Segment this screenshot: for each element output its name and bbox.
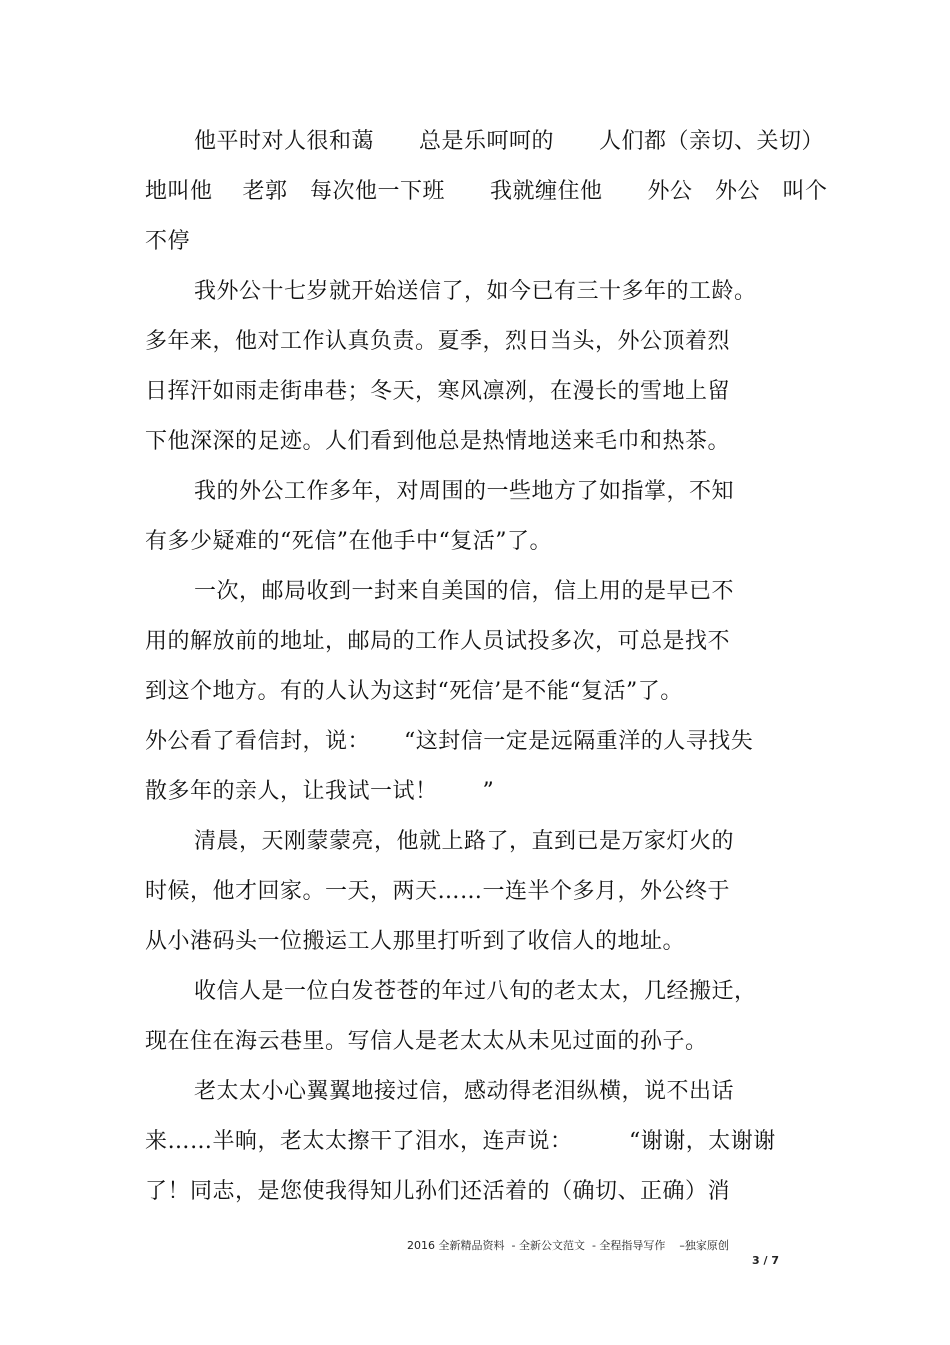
text-line: 来……半晌，老太太擦干了泪水，连声说： “谢谢，太谢谢 bbox=[145, 1129, 776, 1154]
text-line: 时候，他才回家。一天，两天……一连半个多月，外公终于 bbox=[145, 879, 731, 904]
text-line: 外公看了看信封，说： “这封信一定是远隔重洋的人寻找失 bbox=[145, 729, 754, 754]
text-line: 散多年的亲人，让我试一试！ ” bbox=[145, 779, 495, 804]
text-line: 我的外公工作多年，对周围的一些地方了如指掌，不知 bbox=[194, 479, 735, 504]
text-line: 用的解放前的地址，邮局的工作人员试投多次，可总是找不 bbox=[145, 629, 731, 654]
text-line: 多年来，他对工作认真负责。夏季，烈日当头，外公顶着烈 bbox=[145, 329, 731, 354]
text-line: 到这个地方。有的人认为这封“死信’是不能“复活”了。 bbox=[145, 679, 683, 704]
page-number: 3 / 7 bbox=[752, 1254, 779, 1267]
text-line: 我外公十七岁就开始送信了，如今已有三十多年的工龄。 bbox=[194, 279, 757, 304]
text-line: 有多少疑难的“死信”在他手中“复活”了。 bbox=[145, 529, 552, 554]
text-line: 他平时对人很和蔼 总是乐呵呵的 人们都（亲切、关切） bbox=[194, 129, 825, 154]
text-line: 下他深深的足迹。人们看到他总是热情地送来毛巾和热茶。 bbox=[145, 429, 731, 454]
text-line: 现在住在海云巷里。写信人是老太太从未见过面的孙子。 bbox=[145, 1029, 708, 1054]
text-line: 从小港码头一位搬运工人那里打听到了收信人的地址。 bbox=[145, 929, 686, 954]
footer-tagline: 2016 全新精品资料 - 全新公文范文 - 全程指导写作 –独家原创 bbox=[407, 1239, 729, 1252]
text-line: 日挥汗如雨走街串巷；冬天，寒风凛冽，在漫长的雪地上留 bbox=[145, 379, 731, 404]
text-line: 了！同志，是您使我得知儿孙们还活着的（确切、正确）消 bbox=[145, 1179, 731, 1204]
text-line: 不停 bbox=[145, 229, 191, 254]
text-line: 一次，邮局收到一封来自美国的信，信上用的是早已不 bbox=[194, 579, 735, 604]
text-line: 地叫他 老郭 每次他一下班 我就缠住他 外公 外公 叫个 bbox=[145, 179, 828, 204]
text-line: 收信人是一位白发苍苍的年过八旬的老太太，几经搬迁， bbox=[194, 979, 757, 1004]
text-line: 清晨，天刚蒙蒙亮，他就上路了，直到已是万家灯火的 bbox=[194, 829, 735, 854]
text-line: 老太太小心翼翼地接过信，感动得老泪纵横，说不出话 bbox=[194, 1079, 735, 1104]
